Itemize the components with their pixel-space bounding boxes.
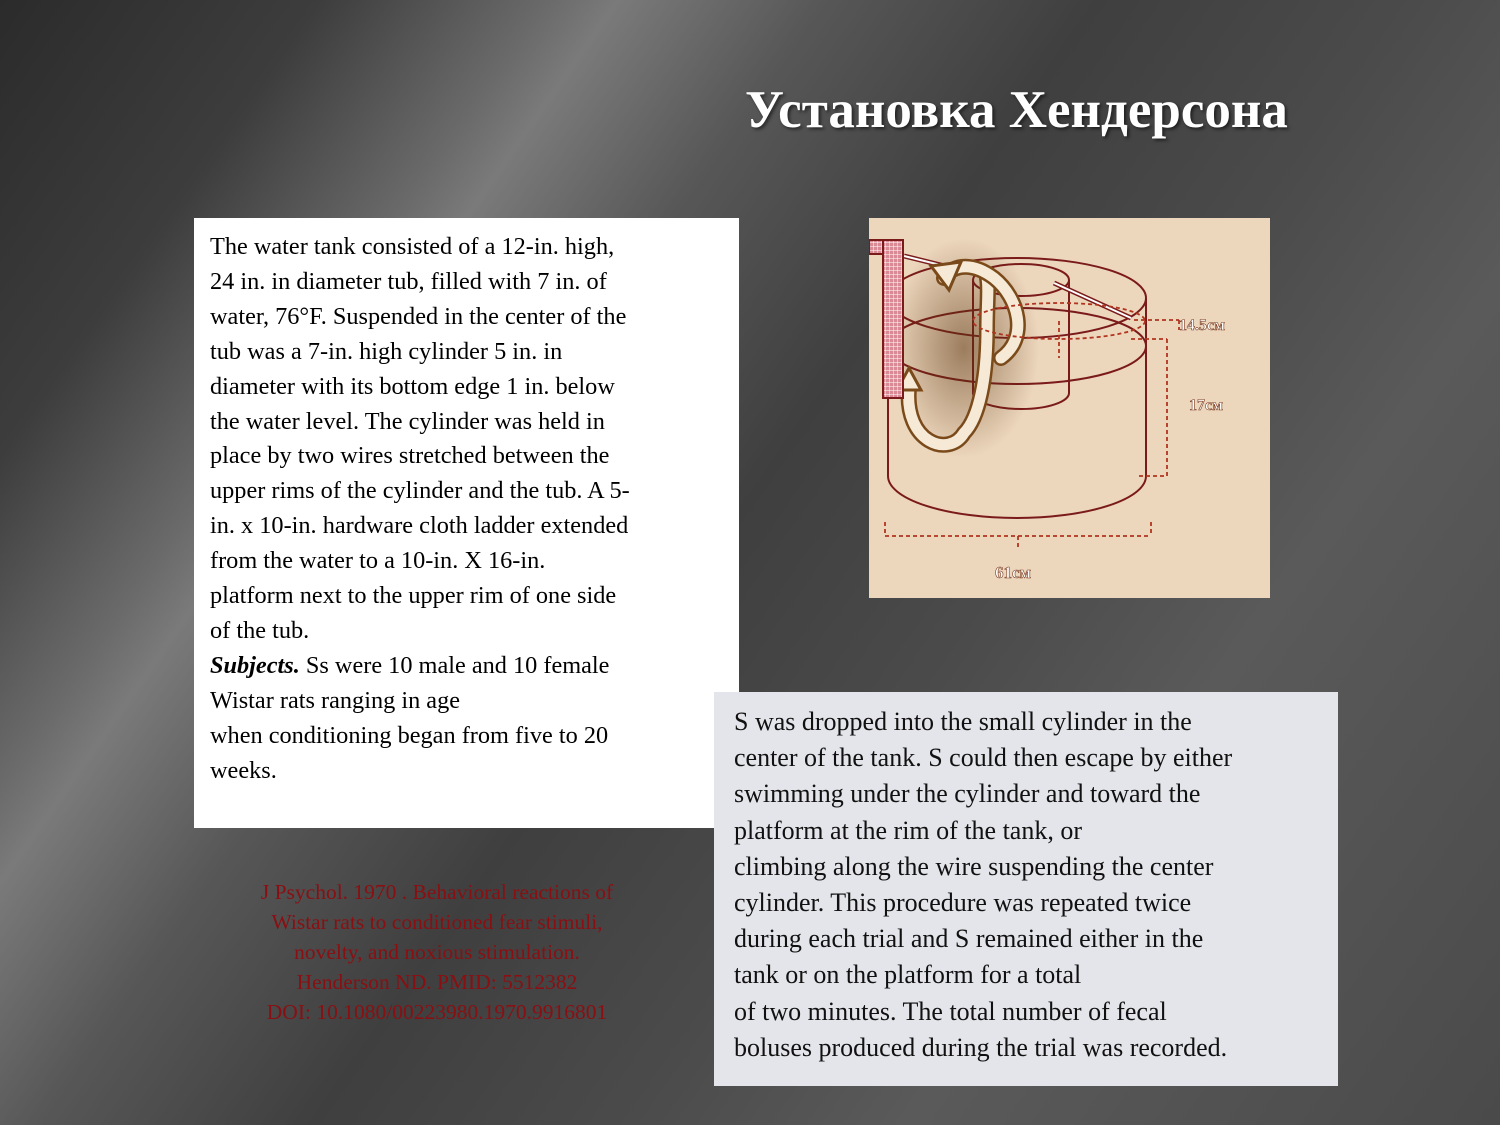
procedure-description xyxy=(714,692,1338,1086)
text-line: when conditioning began from five to 20 xyxy=(210,721,609,749)
tank-drawing xyxy=(869,218,1270,598)
height-upper-label: 14.5см xyxy=(1179,317,1225,334)
text-line: boluses produced during the trial was recorded. xyxy=(734,1032,1228,1062)
citation-line: J Psychol. 1970 . Behavioral reactions of xyxy=(260,880,614,904)
citation-line: Wistar rats to conditioned fear stimuli, xyxy=(271,910,603,934)
text-line: tub was a 7-in. high cylinder 5 in. in xyxy=(210,337,563,365)
citation-line: DOI: 10.1080/00223980.1970.9916801 xyxy=(266,1000,608,1024)
text-line: cylinder. This procedure was repeated twice xyxy=(734,888,1192,918)
text-line: tank or on the platform for a total xyxy=(734,960,1082,990)
text-line: center of the tank. S could then escape by either xyxy=(734,743,1233,773)
text-line: in. x 10-in. hardware cloth ladder extended xyxy=(210,512,629,540)
text-line: platform next to the upper rim of one side xyxy=(210,582,617,610)
diameter-label: 61см xyxy=(995,563,1032,582)
ladder-platform xyxy=(869,240,903,398)
text-line: the water level. The cylinder was held in xyxy=(210,407,605,435)
text-line: diameter with its bottom edge 1 in. below xyxy=(210,372,615,400)
apparatus-description xyxy=(194,218,739,828)
citation-line: Henderson ND. PMID: 5512382 xyxy=(296,970,578,994)
text-line: from the water to a 10-in. X 16-in. xyxy=(210,547,546,575)
text-line: water, 76°F. Suspended in the center of the xyxy=(210,302,627,330)
tank-description-paragraph xyxy=(210,230,727,649)
citation xyxy=(196,877,678,1027)
text-line: of the tub. xyxy=(210,616,310,644)
citation-line: novelty, and noxious stimulation. xyxy=(294,940,580,964)
text-line: Wistar rats ranging in age xyxy=(210,686,461,714)
subjects-text: Ss were 10 male and 10 female xyxy=(299,651,610,679)
text-line: S was dropped into the small cylinder in the xyxy=(734,707,1192,736)
apparatus-diagram xyxy=(869,218,1270,598)
text-line: platform at the rim of the tank, or xyxy=(734,815,1083,845)
text-line: place by two wires stretched between the xyxy=(210,442,610,470)
subjects-paragraph xyxy=(210,649,727,789)
text-line: 24 in. in diameter tub, filled with 7 in. of xyxy=(210,267,607,295)
text-line: swimming under the cylinder and toward the xyxy=(734,779,1201,809)
text-line: upper rims of the cylinder and the tub. A 5- xyxy=(210,477,630,505)
height-lower-label: 17см xyxy=(1189,397,1223,414)
text-line: weeks. xyxy=(210,756,277,784)
text-line: The water tank consisted of a 12-in. high, xyxy=(210,233,615,260)
slide-title: Установка Хендерсона xyxy=(745,81,1288,139)
text-line: of two minutes. The total number of fecal xyxy=(734,996,1167,1026)
text-line: climbing along the wire suspending the center xyxy=(734,851,1214,881)
subjects-first-line xyxy=(210,649,727,684)
escape-route-arrows xyxy=(889,238,1039,458)
subjects-heading: Subjects. xyxy=(210,651,300,679)
text-line: during each trial and S remained either in the xyxy=(734,924,1204,954)
